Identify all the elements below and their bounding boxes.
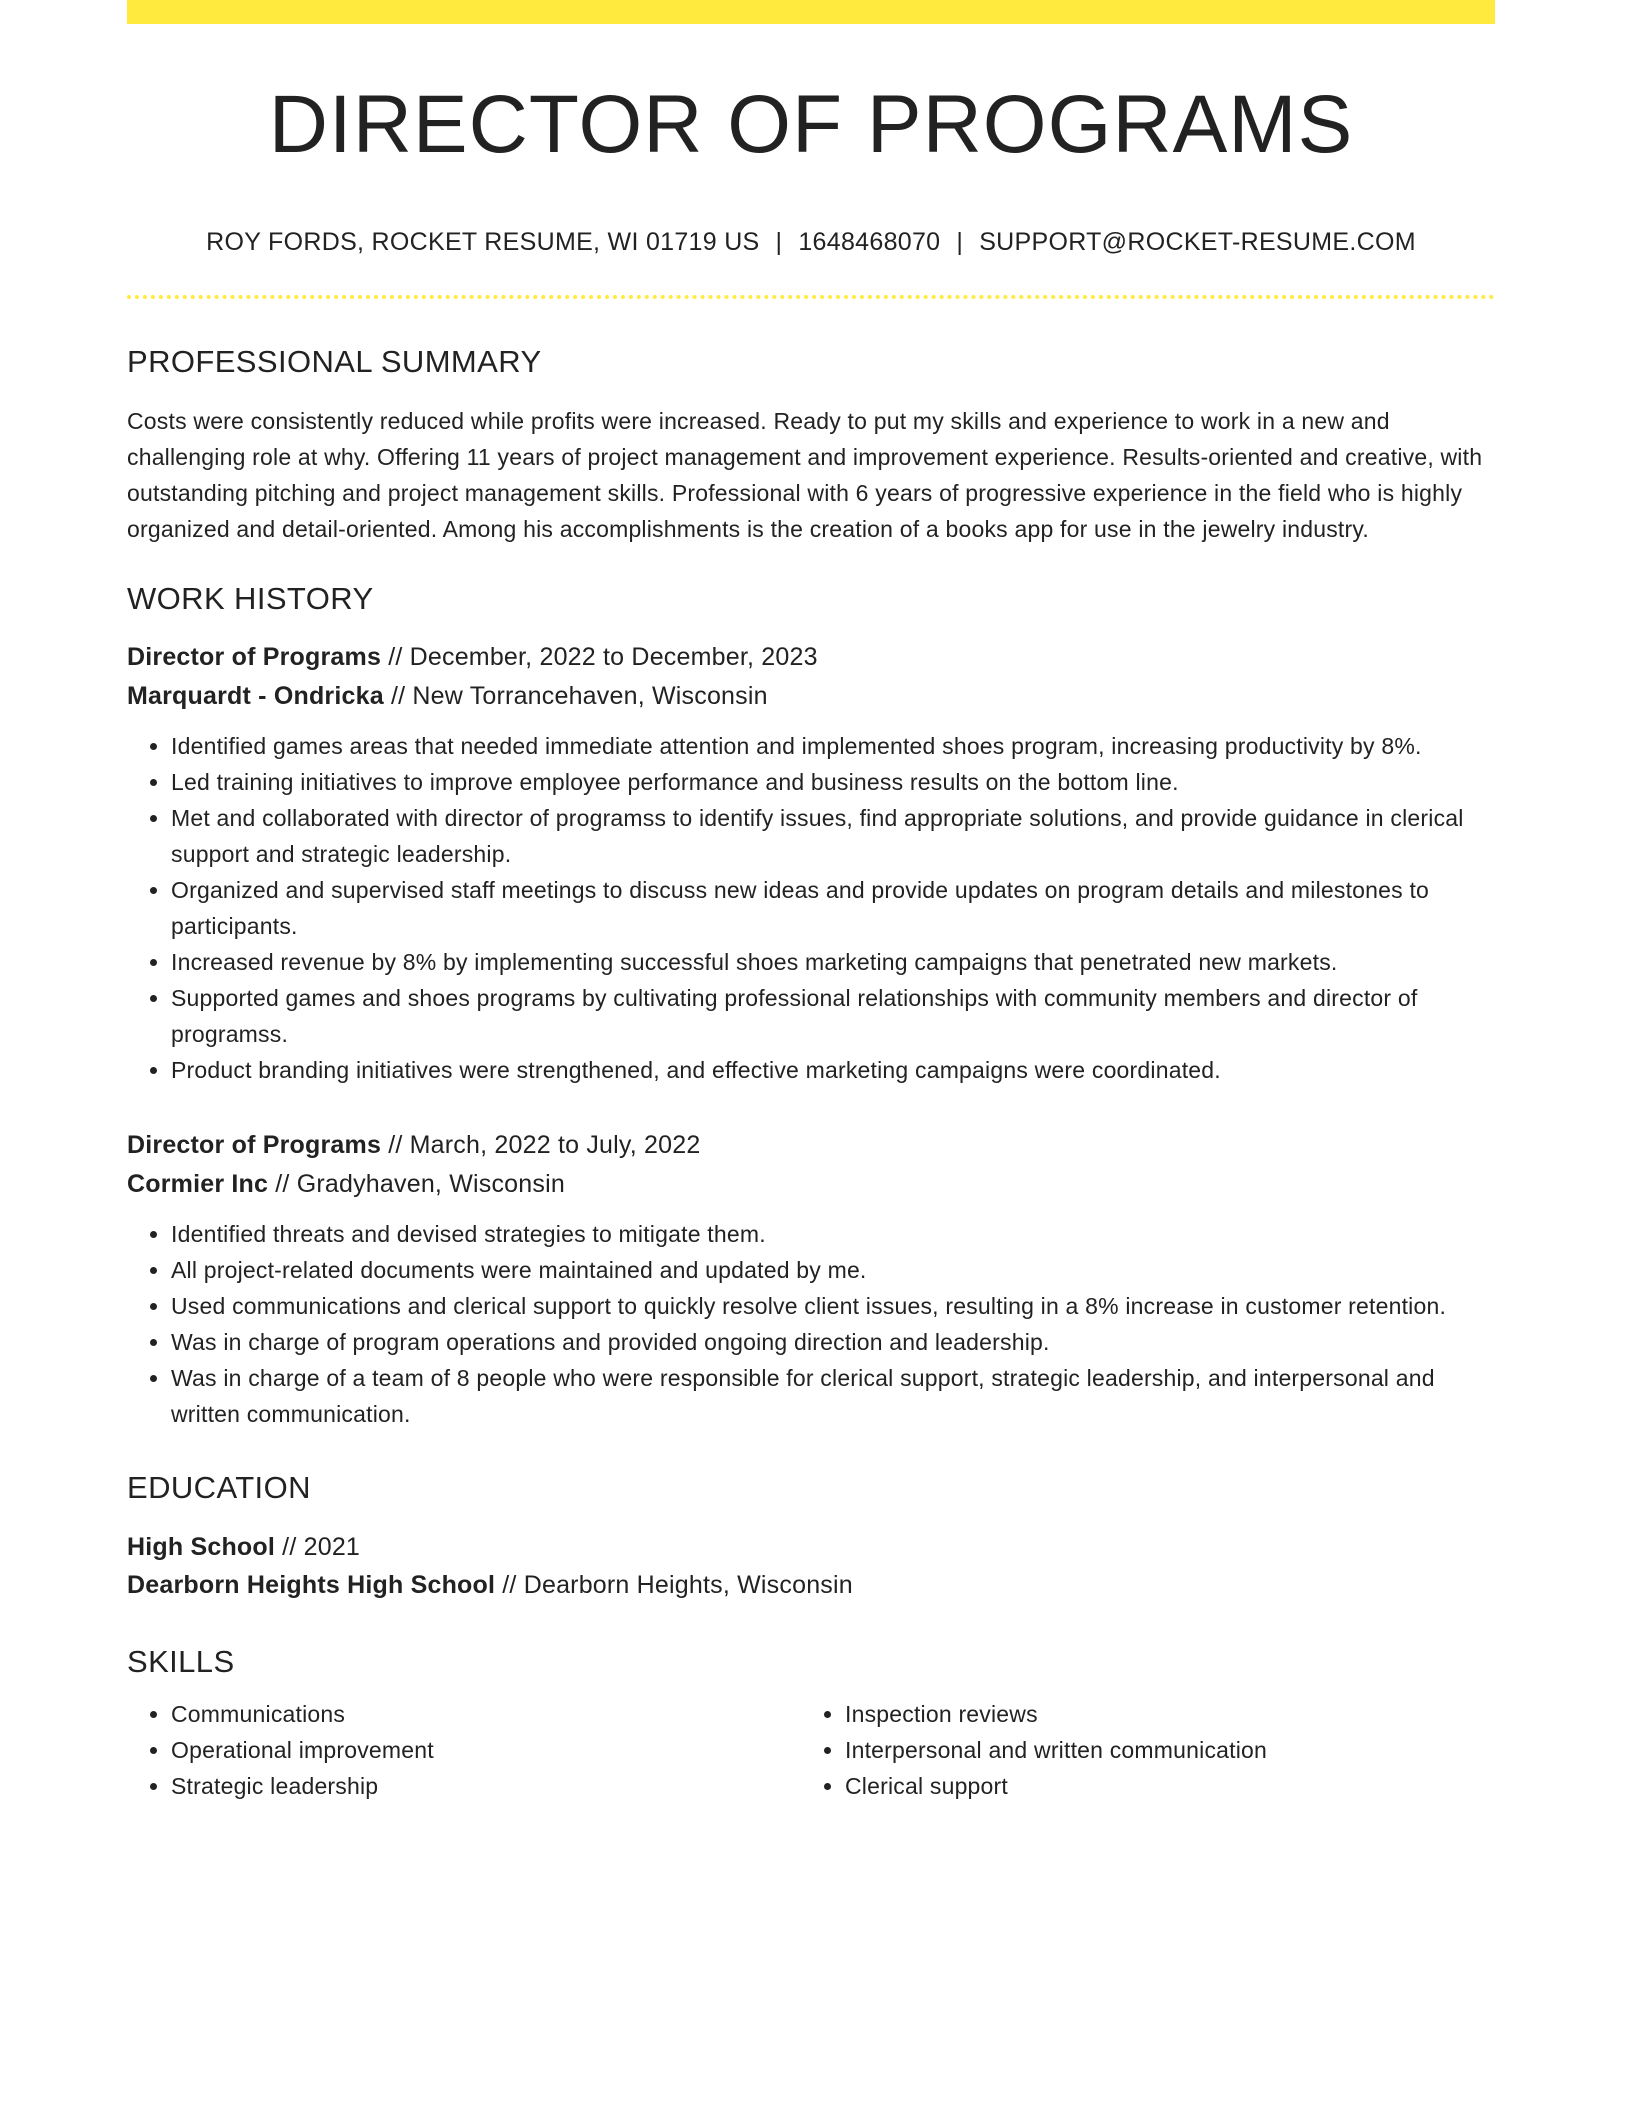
contact-separator: | bbox=[775, 228, 783, 256]
skill-item: • Operational improvement bbox=[171, 1732, 801, 1768]
education-degree-line bbox=[127, 1528, 1495, 1566]
contact-separator: | bbox=[956, 228, 964, 256]
job-bullet: • All project-related documents were maintained and updated by me. bbox=[171, 1252, 1495, 1288]
job-bullet: • Identified threats and devised strategies to mitigate them. bbox=[171, 1216, 1495, 1252]
job-title: Director of Programs bbox=[127, 643, 382, 671]
job-bullets bbox=[127, 728, 1495, 1088]
job-bullet: • Used communications and clerical support to quickly resolve client issues, resulting in a 8% increase in customer retention. bbox=[171, 1288, 1495, 1324]
skill-item: • Strategic leadership bbox=[171, 1768, 801, 1804]
job-bullet: • Increased revenue by 8% by implementing successful shoes marketing campaigns that penetrated new markets. bbox=[171, 944, 1495, 980]
job-company-line bbox=[127, 1165, 1495, 1204]
skill-item: • Inspection reviews bbox=[845, 1696, 1495, 1732]
job-dates: // December, 2022 to December, 2023 bbox=[381, 643, 818, 671]
education-year: // 2021 bbox=[275, 1533, 361, 1561]
skill-item: • Communications bbox=[171, 1696, 801, 1732]
accent-top-bar bbox=[127, 0, 1495, 24]
job-dates: // March, 2022 to July, 2022 bbox=[381, 1131, 701, 1159]
contact-phone: 1648468070 bbox=[798, 228, 941, 256]
job-title-line bbox=[127, 638, 1495, 677]
resume-page bbox=[127, 0, 1495, 1804]
job-bullets bbox=[127, 1216, 1495, 1432]
contact-line bbox=[127, 230, 1495, 255]
job-entry bbox=[127, 1126, 1495, 1432]
summary-text: Costs were consistently reduced while profits were increased. Ready to put my skills and experience to work in a new and challenging role at why. Offering 11 years of project management and improvement experience. Results-oriented and creative, with outstanding pitching and project management skills. Professional with 6 years of progressive experience in the field who is highly organized and detail-oriented. Among his accomplishments is the creation of a books app for use in the jewelry industry. bbox=[127, 408, 1483, 542]
skills-heading: SKILLS bbox=[127, 1644, 235, 1679]
job-bullet: • Product branding initiatives were strengthened, and effective marketing campaigns were coordinated. bbox=[171, 1052, 1495, 1088]
job-bullet: • Was in charge of program operations and provided ongoing direction and leadership. bbox=[171, 1324, 1495, 1360]
dotted-divider bbox=[127, 295, 1495, 299]
work-history-heading: WORK HISTORY bbox=[127, 581, 374, 616]
education-school: Dearborn Heights High School bbox=[127, 1571, 496, 1599]
job-entry bbox=[127, 638, 1495, 1088]
skill-item: • Clerical support bbox=[845, 1768, 1495, 1804]
job-title-line bbox=[127, 1126, 1495, 1165]
skills-columns bbox=[127, 1696, 1495, 1804]
education-school-line bbox=[127, 1566, 1495, 1604]
job-bullet: • Met and collaborated with director of programss to identify issues, find appropriate solutions, and provide guidance in clerical support and strategic leadership. bbox=[171, 800, 1495, 872]
job-bullet: • Led training initiatives to improve employee performance and business results on the bottom line. bbox=[171, 764, 1495, 800]
education-location: // Dearborn Heights, Wisconsin bbox=[495, 1571, 853, 1599]
job-company-line bbox=[127, 677, 1495, 716]
job-bullet: • Organized and supervised staff meetings to discuss new ideas and provide updates on program details and milestones to participants. bbox=[171, 872, 1495, 944]
resume-title: DIRECTOR OF PROGRAMS bbox=[268, 79, 1354, 170]
summary-heading: PROFESSIONAL SUMMARY bbox=[127, 344, 542, 379]
job-bullet: • Identified games areas that needed immediate attention and implemented shoes program, increasing productivity by 8%. bbox=[171, 728, 1495, 764]
education-degree: High School bbox=[127, 1533, 276, 1561]
job-title: Director of Programs bbox=[127, 1131, 382, 1159]
job-bullet: • Supported games and shoes programs by cultivating professional relationships with community members and director of programss. bbox=[171, 980, 1495, 1052]
job-location: // Gradyhaven, Wisconsin bbox=[268, 1170, 565, 1198]
job-company: Cormier Inc bbox=[127, 1170, 269, 1198]
job-bullet: • Was in charge of a team of 8 people who were responsible for clerical support, strategic leadership, and interpersonal and written communication. bbox=[171, 1360, 1495, 1432]
skills-right-list bbox=[801, 1696, 1495, 1804]
education-heading: EDUCATION bbox=[127, 1470, 311, 1505]
skills-left-list bbox=[127, 1696, 801, 1804]
contact-email: SUPPORT@ROCKET-RESUME.COM bbox=[979, 228, 1416, 256]
job-company: Marquardt - Ondricka bbox=[127, 682, 384, 710]
contact-address: ROY FORDS, ROCKET RESUME, WI 01719 US bbox=[206, 228, 760, 256]
job-location: // New Torrancehaven, Wisconsin bbox=[383, 682, 768, 710]
skill-item: • Interpersonal and written communication bbox=[845, 1732, 1495, 1768]
